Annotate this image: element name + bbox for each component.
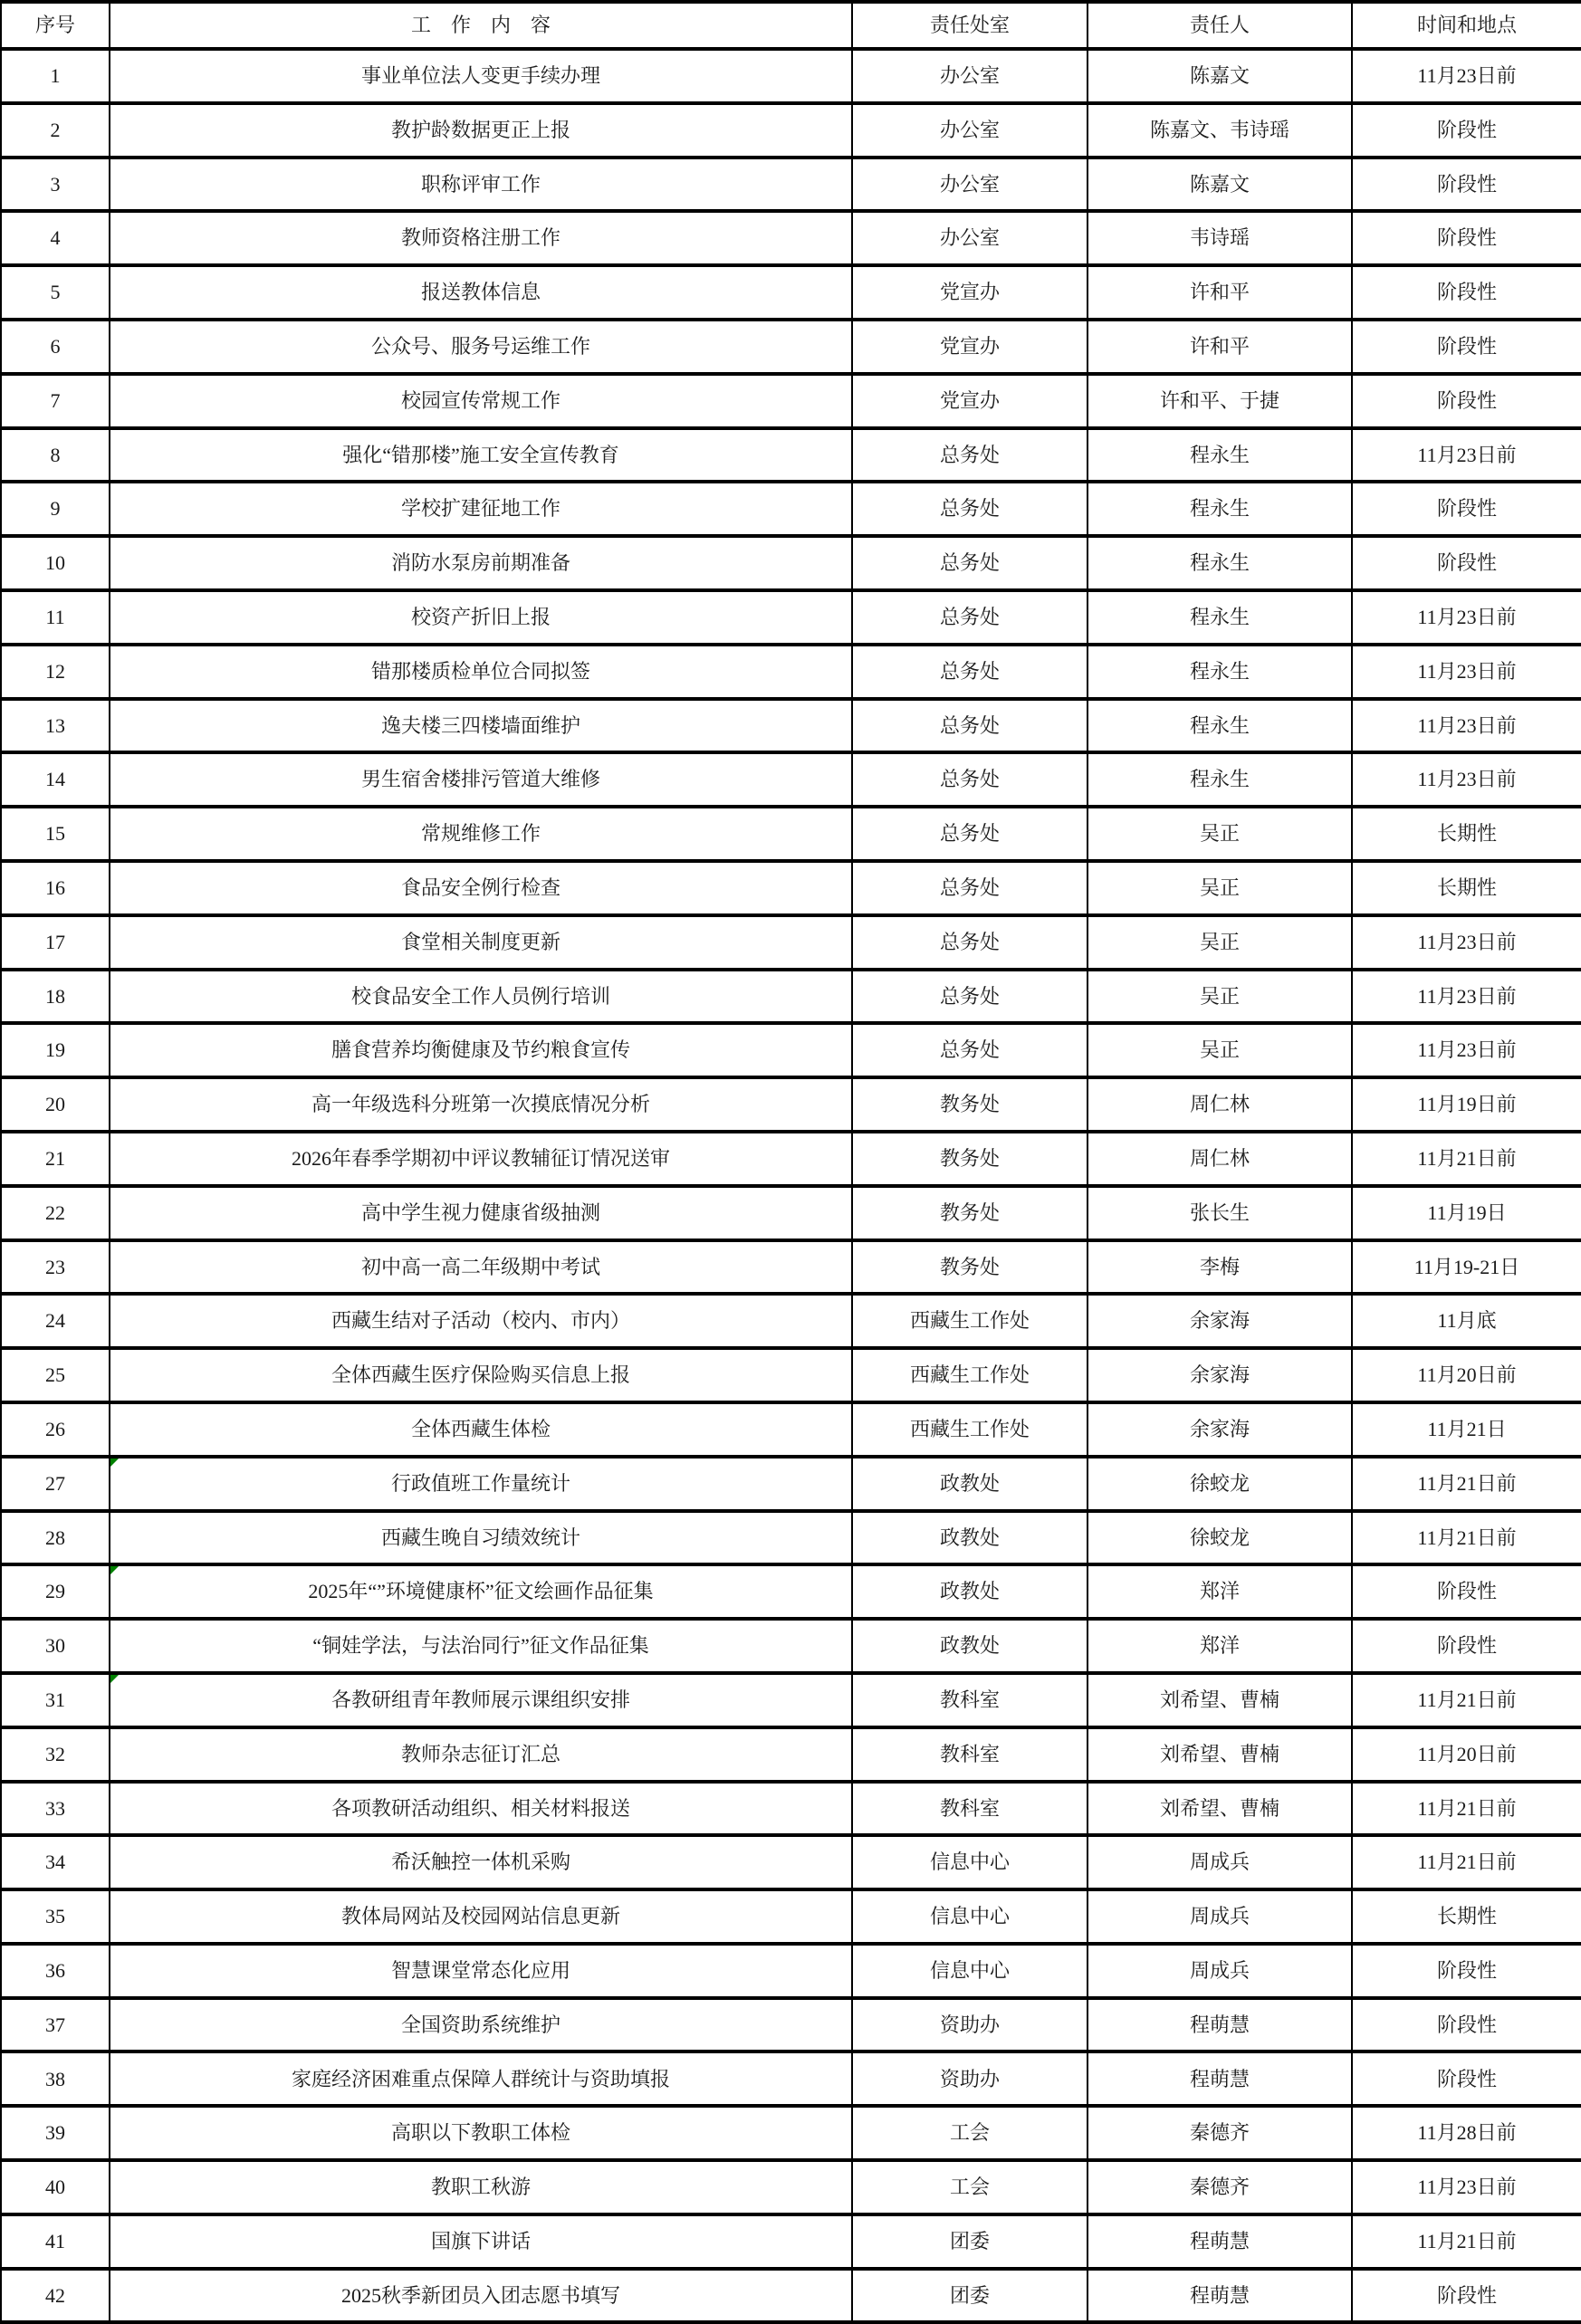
cell-person: 陈嘉文、韦诗瑶 <box>1088 103 1352 158</box>
cell-index: 36 <box>1 1944 110 1998</box>
cell-department: 教科室 <box>852 1673 1088 1727</box>
table-row <box>1 1673 1581 1727</box>
cell-time: 阶段性 <box>1352 103 1581 158</box>
table-row <box>1 1889 1581 1944</box>
cell-department: 西藏生工作处 <box>852 1348 1088 1402</box>
cell-department: 总务处 <box>852 590 1088 645</box>
cell-time: 11月21日前 <box>1352 1835 1581 1889</box>
cell-time: 11月23日前 <box>1352 49 1581 103</box>
cell-department: 总务处 <box>852 861 1088 915</box>
table-row <box>1 2106 1581 2160</box>
cell-time: 阶段性 <box>1352 320 1581 374</box>
cell-content: 全国资助系统维护 <box>110 1998 852 2052</box>
cell-content: 高职以下教职工体检 <box>110 2106 852 2160</box>
cell-index: 5 <box>1 265 110 320</box>
cell-person: 刘希望、曹楠 <box>1088 1727 1352 1782</box>
cell-content: 西藏生结对子活动（校内、市内） <box>110 1294 852 1348</box>
table-row <box>1 1457 1581 1511</box>
cell-content: 常规维修工作 <box>110 807 852 861</box>
cell-person: 许和平 <box>1088 265 1352 320</box>
cell-time: 阶段性 <box>1352 1619 1581 1673</box>
cell-person: 余家海 <box>1088 1294 1352 1348</box>
cell-content: 逸夫楼三四楼墙面维护 <box>110 699 852 753</box>
cell-index: 9 <box>1 482 110 536</box>
cell-person: 程永生 <box>1088 590 1352 645</box>
cell-department: 团委 <box>852 2214 1088 2269</box>
cell-index: 29 <box>1 1564 110 1619</box>
column-header-index: 序号 <box>1 2 110 49</box>
cell-person: 程萌慧 <box>1088 2051 1352 2106</box>
table-row <box>1 1835 1581 1889</box>
cell-content: 西藏生晚自习绩效统计 <box>110 1511 852 1565</box>
cell-time: 阶段性 <box>1352 158 1581 212</box>
cell-department: 党宣办 <box>852 265 1088 320</box>
cell-department: 总务处 <box>852 428 1088 483</box>
table-row <box>1 482 1581 536</box>
table-row <box>1 1294 1581 1348</box>
table-body <box>1 49 1581 2322</box>
cell-index: 2 <box>1 103 110 158</box>
cell-index: 15 <box>1 807 110 861</box>
cell-index: 40 <box>1 2160 110 2214</box>
cell-content: 希沃触控一体机采购 <box>110 1835 852 1889</box>
cell-time: 11月20日前 <box>1352 1348 1581 1402</box>
column-header-content: 工 作 内 容 <box>110 2 852 49</box>
header-row <box>1 2 1581 49</box>
cell-content: 高中学生视力健康省级抽测 <box>110 1186 852 1240</box>
cell-person: 程永生 <box>1088 645 1352 699</box>
cell-content: 智慧课堂常态化应用 <box>110 1944 852 1998</box>
cell-department: 政教处 <box>852 1619 1088 1673</box>
cell-time: 11月23日前 <box>1352 915 1581 970</box>
cell-index: 12 <box>1 645 110 699</box>
cell-content: 食品安全例行检查 <box>110 861 852 915</box>
cell-department: 党宣办 <box>852 320 1088 374</box>
table-row <box>1 1511 1581 1565</box>
cell-person: 韦诗瑶 <box>1088 211 1352 265</box>
cell-person: 吴正 <box>1088 861 1352 915</box>
cell-time: 阶段性 <box>1352 482 1581 536</box>
table-row <box>1 1402 1581 1457</box>
cell-person: 陈嘉文 <box>1088 49 1352 103</box>
cell-department: 办公室 <box>852 211 1088 265</box>
cell-content: 强化“错那楼”施工安全宣传教育 <box>110 428 852 483</box>
cell-department: 办公室 <box>852 158 1088 212</box>
table-row <box>1 374 1581 428</box>
cell-time: 阶段性 <box>1352 265 1581 320</box>
cell-department: 总务处 <box>852 645 1088 699</box>
cell-department: 西藏生工作处 <box>852 1294 1088 1348</box>
cell-content: 校资产折旧上报 <box>110 590 852 645</box>
cell-index: 32 <box>1 1727 110 1782</box>
cell-index: 42 <box>1 2269 110 2323</box>
cell-person: 吴正 <box>1088 970 1352 1024</box>
cell-index: 19 <box>1 1023 110 1077</box>
cell-department: 总务处 <box>852 752 1088 807</box>
cell-content: 家庭经济困难重点保障人群统计与资助填报 <box>110 2051 852 2106</box>
cell-department: 工会 <box>852 2160 1088 2214</box>
cell-index: 37 <box>1 1998 110 2052</box>
cell-department: 总务处 <box>852 1023 1088 1077</box>
cell-time: 11月20日前 <box>1352 1727 1581 1782</box>
cell-person: 吴正 <box>1088 1023 1352 1077</box>
table-row <box>1 752 1581 807</box>
cell-index: 6 <box>1 320 110 374</box>
table-row <box>1 49 1581 103</box>
column-header-person: 责任人 <box>1088 2 1352 49</box>
cell-index: 14 <box>1 752 110 807</box>
cell-index: 1 <box>1 49 110 103</box>
cell-time: 阶段性 <box>1352 374 1581 428</box>
cell-person: 刘希望、曹楠 <box>1088 1673 1352 1727</box>
cell-index: 25 <box>1 1348 110 1402</box>
cell-content: 初中高一高二年级期中考试 <box>110 1240 852 1295</box>
cell-content: 学校扩建征地工作 <box>110 482 852 536</box>
cell-time: 11月底 <box>1352 1294 1581 1348</box>
cell-content: 公众号、服务号运维工作 <box>110 320 852 374</box>
table-row <box>1 536 1581 590</box>
cell-person: 许和平 <box>1088 320 1352 374</box>
cell-department: 教务处 <box>852 1077 1088 1132</box>
cell-index: 21 <box>1 1132 110 1186</box>
cell-department: 总务处 <box>852 699 1088 753</box>
cell-person: 吴正 <box>1088 807 1352 861</box>
cell-content: 全体西藏生体检 <box>110 1402 852 1457</box>
cell-time: 11月23日前 <box>1352 645 1581 699</box>
cell-time: 11月19日 <box>1352 1186 1581 1240</box>
cell-time: 11月21日前 <box>1352 1132 1581 1186</box>
table-row <box>1 1619 1581 1673</box>
cell-index: 35 <box>1 1889 110 1944</box>
table-row <box>1 2214 1581 2269</box>
table-row <box>1 1077 1581 1132</box>
cell-time: 11月21日前 <box>1352 2214 1581 2269</box>
cell-content: 国旗下讲话 <box>110 2214 852 2269</box>
cell-person: 程萌慧 <box>1088 2214 1352 2269</box>
cell-department: 教务处 <box>852 1240 1088 1295</box>
cell-content: 2025秋季新团员入团志愿书填写 <box>110 2269 852 2323</box>
cell-department: 总务处 <box>852 536 1088 590</box>
cell-time: 阶段性 <box>1352 1944 1581 1998</box>
cell-content: 教职工秋游 <box>110 2160 852 2214</box>
cell-content: 职称评审工作 <box>110 158 852 212</box>
cell-time: 11月21日前 <box>1352 1457 1581 1511</box>
cell-time: 11月23日前 <box>1352 1023 1581 1077</box>
table-row <box>1 699 1581 753</box>
table-row <box>1 320 1581 374</box>
cell-person: 余家海 <box>1088 1348 1352 1402</box>
cell-department: 政教处 <box>852 1564 1088 1619</box>
cell-person: 程永生 <box>1088 536 1352 590</box>
cell-time: 11月23日前 <box>1352 970 1581 1024</box>
cell-index: 7 <box>1 374 110 428</box>
table-row <box>1 2160 1581 2214</box>
cell-index: 3 <box>1 158 110 212</box>
cell-department: 总务处 <box>852 970 1088 1024</box>
cell-content: 消防水泵房前期准备 <box>110 536 852 590</box>
cell-person: 李梅 <box>1088 1240 1352 1295</box>
table-row <box>1 158 1581 212</box>
table-row <box>1 1727 1581 1782</box>
cell-content: 教师杂志征订汇总 <box>110 1727 852 1782</box>
cell-department: 资助办 <box>852 1998 1088 2052</box>
cell-person: 徐蛟龙 <box>1088 1511 1352 1565</box>
cell-person: 刘希望、曹楠 <box>1088 1782 1352 1836</box>
cell-time: 阶段性 <box>1352 2051 1581 2106</box>
cell-person: 周仁林 <box>1088 1132 1352 1186</box>
cell-time: 阶段性 <box>1352 1998 1581 2052</box>
cell-index: 22 <box>1 1186 110 1240</box>
cell-time: 11月21日前 <box>1352 1673 1581 1727</box>
cell-department: 政教处 <box>852 1457 1088 1511</box>
cell-time: 阶段性 <box>1352 2269 1581 2323</box>
cell-index: 4 <box>1 211 110 265</box>
cell-department: 总务处 <box>852 482 1088 536</box>
table-row <box>1 970 1581 1024</box>
table-row <box>1 1348 1581 1402</box>
cell-content: 各项教研活动组织、相关材料报送 <box>110 1782 852 1836</box>
cell-person: 程萌慧 <box>1088 1998 1352 2052</box>
table-row <box>1 807 1581 861</box>
cell-index: 31 <box>1 1673 110 1727</box>
cell-content: 教体局网站及校园网站信息更新 <box>110 1889 852 1944</box>
cell-department: 工会 <box>852 2106 1088 2160</box>
cell-time: 长期性 <box>1352 807 1581 861</box>
table-row <box>1 2269 1581 2323</box>
cell-index: 38 <box>1 2051 110 2106</box>
cell-person: 程永生 <box>1088 752 1352 807</box>
cell-person: 周成兵 <box>1088 1944 1352 1998</box>
cell-content: “铜娃学法，与法治同行”征文作品征集 <box>110 1619 852 1673</box>
cell-department: 教务处 <box>852 1186 1088 1240</box>
cell-department: 资助办 <box>852 2051 1088 2106</box>
cell-time: 阶段性 <box>1352 211 1581 265</box>
cell-department: 办公室 <box>852 49 1088 103</box>
cell-department: 政教处 <box>852 1511 1088 1565</box>
table-row <box>1 1240 1581 1295</box>
table-row <box>1 1782 1581 1836</box>
table-row <box>1 211 1581 265</box>
cell-time: 长期性 <box>1352 1889 1581 1944</box>
table-row <box>1 1998 1581 2052</box>
cell-index: 10 <box>1 536 110 590</box>
cell-content: 高一年级选科分班第一次摸底情况分析 <box>110 1077 852 1132</box>
cell-index: 18 <box>1 970 110 1024</box>
cell-index: 39 <box>1 2106 110 2160</box>
cell-content: 教师资格注册工作 <box>110 211 852 265</box>
cell-time: 11月19日前 <box>1352 1077 1581 1132</box>
cell-department: 办公室 <box>852 103 1088 158</box>
cell-index: 27 <box>1 1457 110 1511</box>
cell-department: 教科室 <box>852 1727 1088 1782</box>
cell-person: 郑洋 <box>1088 1564 1352 1619</box>
table-row <box>1 1023 1581 1077</box>
cell-person: 程萌慧 <box>1088 2269 1352 2323</box>
cell-person: 程永生 <box>1088 699 1352 753</box>
cell-department: 团委 <box>852 2269 1088 2323</box>
cell-department: 信息中心 <box>852 1835 1088 1889</box>
cell-person: 张长生 <box>1088 1186 1352 1240</box>
cell-person: 程永生 <box>1088 482 1352 536</box>
cell-index: 17 <box>1 915 110 970</box>
cell-person: 周成兵 <box>1088 1835 1352 1889</box>
cell-content: 行政值班工作量统计 <box>110 1457 852 1511</box>
cell-time: 11月23日前 <box>1352 590 1581 645</box>
cell-time: 长期性 <box>1352 861 1581 915</box>
cell-content: 事业单位法人变更手续办理 <box>110 49 852 103</box>
cell-content: 男生宿舍楼排污管道大维修 <box>110 752 852 807</box>
cell-time: 11月23日前 <box>1352 2160 1581 2214</box>
cell-department: 西藏生工作处 <box>852 1402 1088 1457</box>
cell-content: 膳食营养均衡健康及节约粮食宣传 <box>110 1023 852 1077</box>
table-row <box>1 428 1581 483</box>
cell-content: 全体西藏生医疗保险购买信息上报 <box>110 1348 852 1402</box>
cell-content: 各教研组青年教师展示课组织安排 <box>110 1673 852 1727</box>
cell-content: 2026年春季学期初中评议教辅征订情况送审 <box>110 1132 852 1186</box>
cell-index: 16 <box>1 861 110 915</box>
cell-person: 秦德齐 <box>1088 2160 1352 2214</box>
cell-content: 校园宣传常规工作 <box>110 374 852 428</box>
cell-time: 11月23日前 <box>1352 752 1581 807</box>
table-row <box>1 2051 1581 2106</box>
cell-department: 信息中心 <box>852 1944 1088 1998</box>
cell-index: 34 <box>1 1835 110 1889</box>
cell-department: 信息中心 <box>852 1889 1088 1944</box>
table-row <box>1 915 1581 970</box>
cell-person: 余家海 <box>1088 1402 1352 1457</box>
cell-time: 11月21日 <box>1352 1402 1581 1457</box>
cell-time: 11月23日前 <box>1352 428 1581 483</box>
cell-time: 11月19-21日 <box>1352 1240 1581 1295</box>
table-row <box>1 1564 1581 1619</box>
cell-person: 徐蛟龙 <box>1088 1457 1352 1511</box>
table-row <box>1 1132 1581 1186</box>
table-row <box>1 590 1581 645</box>
cell-person: 陈嘉文 <box>1088 158 1352 212</box>
cell-content: 错那楼质检单位合同拟签 <box>110 645 852 699</box>
cell-department: 教科室 <box>852 1782 1088 1836</box>
cell-index: 30 <box>1 1619 110 1673</box>
cell-index: 23 <box>1 1240 110 1295</box>
cell-content: 校食品安全工作人员例行培训 <box>110 970 852 1024</box>
cell-person: 郑洋 <box>1088 1619 1352 1673</box>
cell-person: 吴正 <box>1088 915 1352 970</box>
cell-content: 报送教体信息 <box>110 265 852 320</box>
cell-index: 33 <box>1 1782 110 1836</box>
cell-index: 11 <box>1 590 110 645</box>
cell-person: 许和平、于捷 <box>1088 374 1352 428</box>
cell-department: 党宣办 <box>852 374 1088 428</box>
cell-department: 总务处 <box>852 915 1088 970</box>
cell-time: 阶段性 <box>1352 536 1581 590</box>
cell-time: 11月21日前 <box>1352 1511 1581 1565</box>
table-row <box>1 1944 1581 1998</box>
cell-index: 26 <box>1 1402 110 1457</box>
cell-time: 11月23日前 <box>1352 699 1581 753</box>
cell-index: 41 <box>1 2214 110 2269</box>
cell-content: 2025年“”环境健康杯”征文绘画作品征集 <box>110 1564 852 1619</box>
cell-department: 总务处 <box>852 807 1088 861</box>
cell-time: 11月28日前 <box>1352 2106 1581 2160</box>
table-row <box>1 103 1581 158</box>
column-header-time: 时间和地点 <box>1352 2 1581 49</box>
table-row <box>1 861 1581 915</box>
cell-content: 教护龄数据更正上报 <box>110 103 852 158</box>
cell-person: 周成兵 <box>1088 1889 1352 1944</box>
cell-index: 24 <box>1 1294 110 1348</box>
cell-index: 28 <box>1 1511 110 1565</box>
cell-content: 食堂相关制度更新 <box>110 915 852 970</box>
table-row <box>1 645 1581 699</box>
cell-index: 8 <box>1 428 110 483</box>
cell-person: 周仁林 <box>1088 1077 1352 1132</box>
cell-person: 秦德齐 <box>1088 2106 1352 2160</box>
cell-index: 20 <box>1 1077 110 1132</box>
table-row <box>1 1186 1581 1240</box>
cell-index: 13 <box>1 699 110 753</box>
cell-department: 教务处 <box>852 1132 1088 1186</box>
cell-person: 程永生 <box>1088 428 1352 483</box>
cell-time: 阶段性 <box>1352 1564 1581 1619</box>
cell-time: 11月21日前 <box>1352 1782 1581 1836</box>
column-header-department: 责任处室 <box>852 2 1088 49</box>
table-row <box>1 265 1581 320</box>
